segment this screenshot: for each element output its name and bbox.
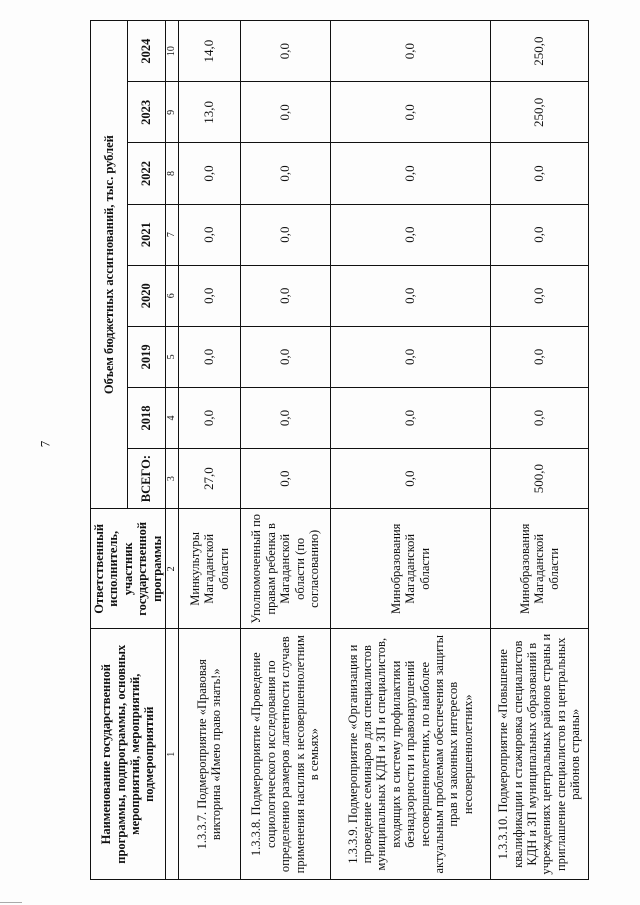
row-name: 1.3.3.9. Подмероприятие «Организация и проведение семинаров для специалистов муниципальных КДН и ЗП и специалистов, входящих в систему профилактики безнадзорности и правонарушений несовершеннолетних, по наиболее актуальным проблемам обеспечения защиты прав и законных интересов несовершеннолетних» <box>330 629 490 880</box>
row-value: 0,0 <box>330 387 490 448</box>
row-value: 0,0 <box>490 326 588 387</box>
header-year: 2019 <box>128 326 165 387</box>
row-total: 0,0 <box>330 449 490 509</box>
row-responsible: Минкультуры Магаданской области <box>178 509 240 629</box>
row-value: 0,0 <box>490 387 588 448</box>
row-value: 0,0 <box>330 265 490 326</box>
row-name: 1.3.3.7. Подмероприятие «Правовая викторина «Имею право знать!» <box>178 629 240 880</box>
row-value: 0,0 <box>330 326 490 387</box>
row-value: 0,0 <box>490 265 588 326</box>
budget-table-container <box>90 20 610 880</box>
header-responsible: Ответственный исполнитель, участник государственной программы <box>91 509 166 629</box>
index-cell: 3 <box>165 449 178 509</box>
index-cell: 5 <box>165 326 178 387</box>
row-value: 0,0 <box>178 143 240 204</box>
header-year: 2022 <box>128 143 165 204</box>
row-value: 0,0 <box>178 387 240 448</box>
header-year: 2024 <box>128 21 165 82</box>
row-value: 0,0 <box>240 82 330 143</box>
row-responsible: Минобразования Магаданской области <box>330 509 490 629</box>
index-row <box>165 21 178 880</box>
table-row <box>490 21 588 880</box>
index-cell: 6 <box>165 265 178 326</box>
row-value: 0,0 <box>490 143 588 204</box>
row-value: 0,0 <box>330 21 490 82</box>
index-cell: 4 <box>165 387 178 448</box>
index-cell: 9 <box>165 82 178 143</box>
row-value: 14,0 <box>178 21 240 82</box>
row-value: 0,0 <box>330 143 490 204</box>
index-cell: 10 <box>165 21 178 82</box>
table-row <box>240 21 330 880</box>
row-name: 1.3.3.10. Подмероприятие «Повышение квалификации и стажировка специалистов КДН и ЗП муниципальных образований в учреждениях центральных районов страны и приглашение специалистов из центральных районов страны» <box>490 629 588 880</box>
header-year: 2021 <box>128 204 165 265</box>
row-value: 0,0 <box>330 204 490 265</box>
header-year: 2023 <box>128 82 165 143</box>
row-value: 0,0 <box>240 326 330 387</box>
row-value: 0,0 <box>240 204 330 265</box>
budget-table <box>90 20 589 880</box>
row-value: 0,0 <box>240 143 330 204</box>
row-value: 0,0 <box>330 82 490 143</box>
row-value: 0,0 <box>240 21 330 82</box>
row-responsible: Минобразования Магаданской области <box>490 509 588 629</box>
index-cell: 8 <box>165 143 178 204</box>
row-value: 250,0 <box>490 82 588 143</box>
index-cell: 1 <box>165 629 178 880</box>
row-value: 0,0 <box>240 265 330 326</box>
row-responsible: Уполномоченный по правам ребенка в Магаданской области (по согласованию) <box>240 509 330 629</box>
row-value: 0,0 <box>178 204 240 265</box>
row-total: 0,0 <box>240 449 330 509</box>
header-name: Наименование государственной программы, подпрограммы, основных мероприятий, мероприятий, подмероприятий <box>91 629 166 880</box>
header-year: 2018 <box>128 387 165 448</box>
row-value: 0,0 <box>490 204 588 265</box>
row-total: 27,0 <box>178 449 240 509</box>
table-row <box>178 21 240 880</box>
scan-edge-mark <box>0 902 22 903</box>
index-cell: 7 <box>165 204 178 265</box>
row-value: 0,0 <box>240 387 330 448</box>
index-cell: 2 <box>165 509 178 629</box>
table-row <box>330 21 490 880</box>
row-name: 1.3.3.8. Подмероприятие «Проведение социологического исследования по определению размеров латентности случаев применения насилия к несовершеннолетним в семьях» <box>240 629 330 880</box>
row-value: 0,0 <box>178 265 240 326</box>
row-value: 0,0 <box>178 326 240 387</box>
row-value: 13,0 <box>178 82 240 143</box>
header-budget: Объем бюджетных ассигнований, тыс. рублей <box>91 21 128 509</box>
header-year: 2020 <box>128 265 165 326</box>
row-total: 500,0 <box>490 449 588 509</box>
page-number: 7 <box>37 440 53 448</box>
row-value: 250,0 <box>490 21 588 82</box>
header-total: ВСЕГО: <box>128 449 165 509</box>
